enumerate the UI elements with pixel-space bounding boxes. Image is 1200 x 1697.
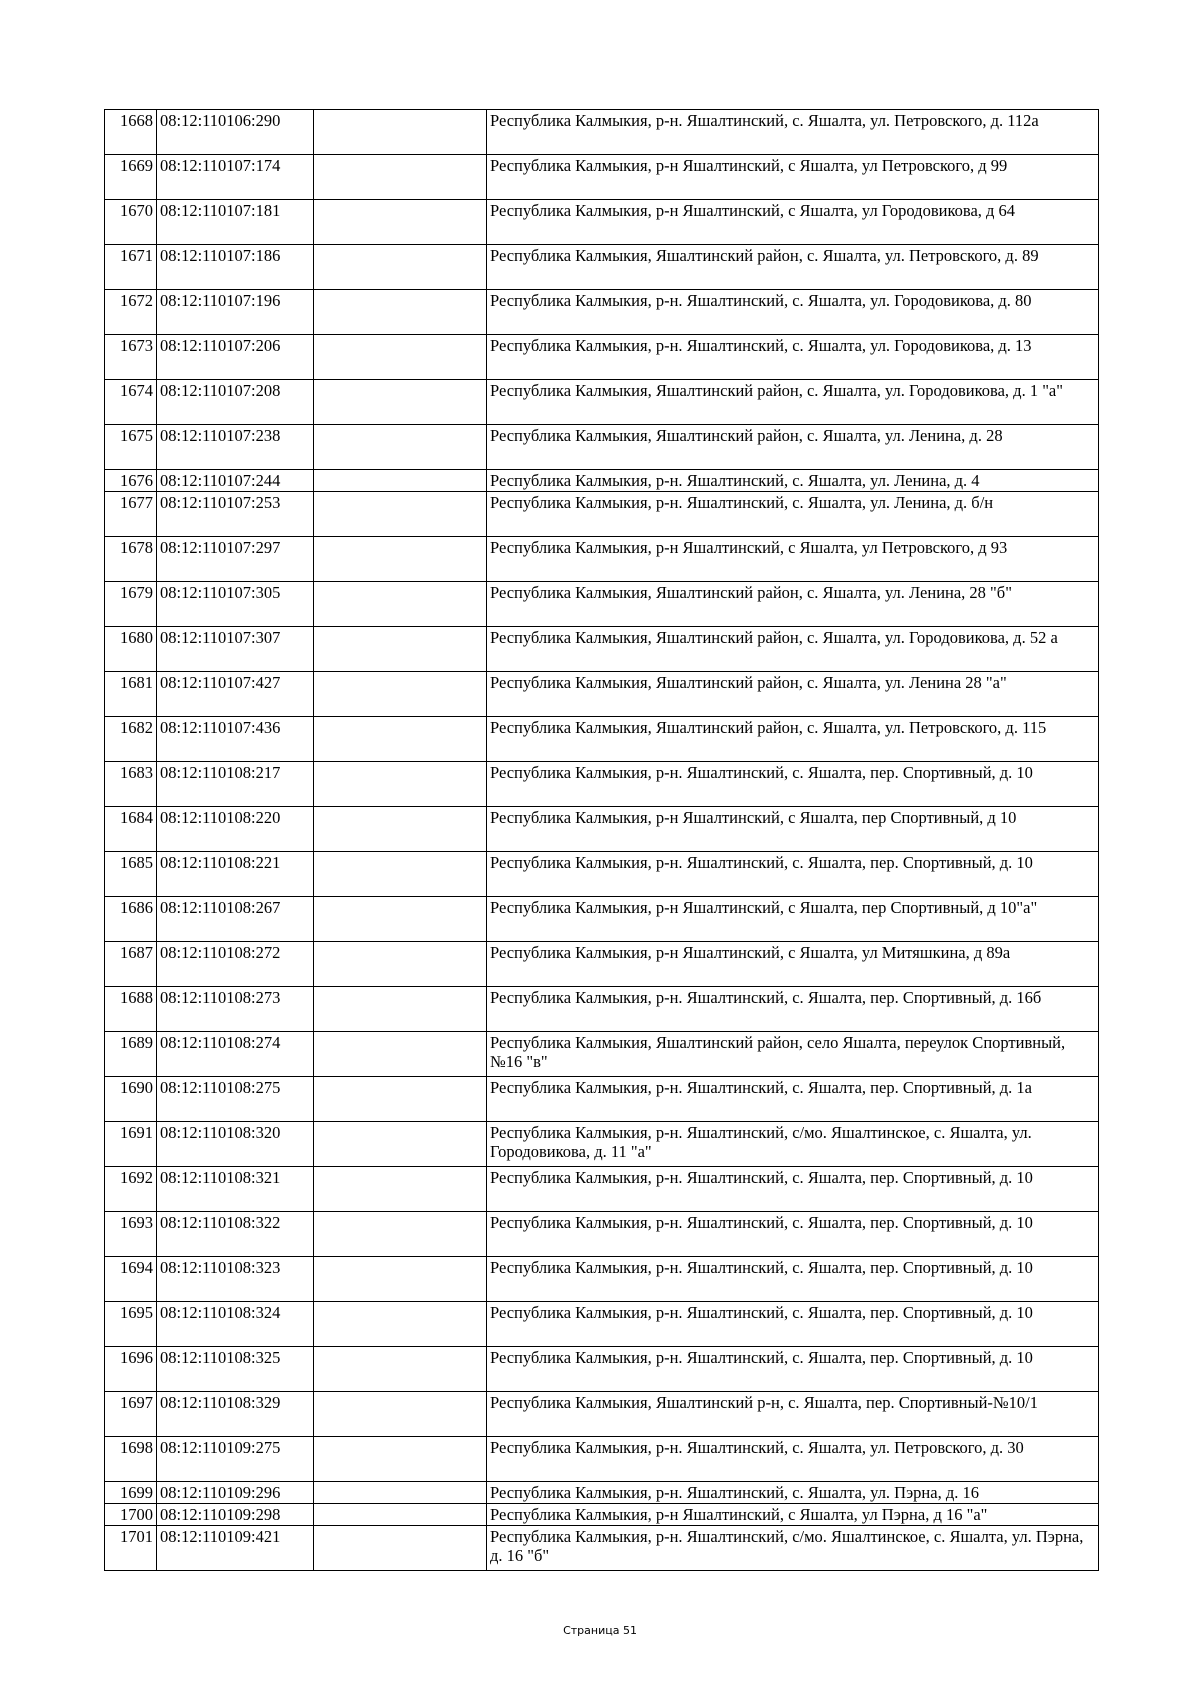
table-row bbox=[105, 1302, 1099, 1347]
empty-cell bbox=[314, 245, 487, 290]
table-row bbox=[105, 1482, 1099, 1504]
address-cell: Республика Калмыкия, р-н. Яшалтинский, с. Яшалта, пер. Спортивный, д. 16б bbox=[487, 987, 1099, 1032]
row-number-cell: 1678 bbox=[105, 537, 157, 582]
table-row bbox=[105, 987, 1099, 1032]
empty-cell bbox=[314, 1504, 487, 1526]
empty-cell bbox=[314, 807, 487, 852]
row-number-cell: 1680 bbox=[105, 627, 157, 672]
empty-cell bbox=[314, 672, 487, 717]
cadastral-number-cell: 08:12:110108:221 bbox=[157, 852, 314, 897]
row-number-cell: 1700 bbox=[105, 1504, 157, 1526]
table-row bbox=[105, 762, 1099, 807]
row-number-cell: 1695 bbox=[105, 1302, 157, 1347]
row-number-cell: 1677 bbox=[105, 492, 157, 537]
empty-cell bbox=[314, 1032, 487, 1077]
row-number-cell: 1669 bbox=[105, 155, 157, 200]
address-cell: Республика Калмыкия, р-н. Яшалтинский, с. Яшалта, ул. Городовикова, д. 13 bbox=[487, 335, 1099, 380]
table-row bbox=[105, 942, 1099, 987]
cadastral-number-cell: 08:12:110107:307 bbox=[157, 627, 314, 672]
empty-cell bbox=[314, 380, 487, 425]
empty-cell bbox=[314, 1212, 487, 1257]
cadastral-number-cell: 08:12:110107:208 bbox=[157, 380, 314, 425]
cadastral-number-cell: 08:12:110108:272 bbox=[157, 942, 314, 987]
row-number-cell: 1685 bbox=[105, 852, 157, 897]
address-cell: Республика Калмыкия, р-н. Яшалтинский, с. Яшалта, ул. Городовикова, д. 80 bbox=[487, 290, 1099, 335]
table-row bbox=[105, 537, 1099, 582]
cadastral-number-cell: 08:12:110107:174 bbox=[157, 155, 314, 200]
empty-cell bbox=[314, 1392, 487, 1437]
empty-cell bbox=[314, 762, 487, 807]
address-cell: Республика Калмыкия, р-н Яшалтинский, с Яшалта, ул Пэрна, д 16 "а" bbox=[487, 1504, 1099, 1526]
address-cell: Республика Калмыкия, р-н. Яшалтинский, с. Яшалта, пер. Спортивный, д. 10 bbox=[487, 1347, 1099, 1392]
row-number-cell: 1675 bbox=[105, 425, 157, 470]
table-row bbox=[105, 1347, 1099, 1392]
cadastral-number-cell: 08:12:110109:296 bbox=[157, 1482, 314, 1504]
cadastral-number-cell: 08:12:110108:320 bbox=[157, 1122, 314, 1167]
address-cell: Республика Калмыкия, Яшалтинский район, с. Яшалта, ул. Ленина 28 "а" bbox=[487, 672, 1099, 717]
table-row bbox=[105, 380, 1099, 425]
table-row bbox=[105, 335, 1099, 380]
empty-cell bbox=[314, 1122, 487, 1167]
row-number-cell: 1692 bbox=[105, 1167, 157, 1212]
table-row bbox=[105, 852, 1099, 897]
cadastral-number-cell: 08:12:110107:244 bbox=[157, 470, 314, 492]
cadastral-number-cell: 08:12:110107:305 bbox=[157, 582, 314, 627]
empty-cell bbox=[314, 1347, 487, 1392]
row-number-cell: 1681 bbox=[105, 672, 157, 717]
empty-cell bbox=[314, 155, 487, 200]
row-number-cell: 1699 bbox=[105, 1482, 157, 1504]
address-cell: Республика Калмыкия, Яшалтинский район, с. Яшалта, ул. Городовикова, д. 1 "а" bbox=[487, 380, 1099, 425]
address-cell: Республика Калмыкия, р-н. Яшалтинский, с. Яшалта, пер. Спортивный, д. 10 bbox=[487, 1167, 1099, 1212]
table-row bbox=[105, 1392, 1099, 1437]
row-number-cell: 1670 bbox=[105, 200, 157, 245]
cadastral-number-cell: 08:12:110107:238 bbox=[157, 425, 314, 470]
cadastral-number-cell: 08:12:110108:324 bbox=[157, 1302, 314, 1347]
empty-cell bbox=[314, 897, 487, 942]
table-row bbox=[105, 290, 1099, 335]
address-cell: Республика Калмыкия, р-н Яшалтинский, с Яшалта, пер Спортивный, д 10 bbox=[487, 807, 1099, 852]
cadastral-number-cell: 08:12:110108:267 bbox=[157, 897, 314, 942]
address-cell: Республика Калмыкия, р-н Яшалтинский, с Яшалта, ул Митяшкина, д 89а bbox=[487, 942, 1099, 987]
address-cell: Республика Калмыкия, р-н. Яшалтинский, с/мо. Яшалтинское, с. Яшалта, ул. Пэрна, д. 16 "б" bbox=[487, 1526, 1099, 1571]
empty-cell bbox=[314, 290, 487, 335]
table-row bbox=[105, 672, 1099, 717]
table-row bbox=[105, 1526, 1099, 1571]
address-cell: Республика Калмыкия, р-н. Яшалтинский, с. Яшалта, ул. Петровского, д. 30 bbox=[487, 1437, 1099, 1482]
row-number-cell: 1688 bbox=[105, 987, 157, 1032]
cadastral-number-cell: 08:12:110108:321 bbox=[157, 1167, 314, 1212]
table-row bbox=[105, 1212, 1099, 1257]
address-cell: Республика Калмыкия, р-н. Яшалтинский, с/мо. Яшалтинское, с. Яшалта, ул. Городовикова, д. 11 "а" bbox=[487, 1122, 1099, 1167]
address-cell: Республика Калмыкия, Яшалтинский район, с. Яшалта, ул. Петровского, д. 115 bbox=[487, 717, 1099, 762]
row-number-cell: 1672 bbox=[105, 290, 157, 335]
empty-cell bbox=[314, 537, 487, 582]
page-number: Страница 51 bbox=[563, 1624, 637, 1637]
table-row bbox=[105, 1167, 1099, 1212]
row-number-cell: 1679 bbox=[105, 582, 157, 627]
address-cell: Республика Калмыкия, р-н. Яшалтинский, с. Яшалта, пер. Спортивный, д. 10 bbox=[487, 1257, 1099, 1302]
empty-cell bbox=[314, 200, 487, 245]
cadastral-number-cell: 08:12:110108:322 bbox=[157, 1212, 314, 1257]
address-cell: Республика Калмыкия, р-н. Яшалтинский, с. Яшалта, пер. Спортивный, д. 10 bbox=[487, 1212, 1099, 1257]
address-cell: Республика Калмыкия, р-н. Яшалтинский, с. Яшалта, пер. Спортивный, д. 10 bbox=[487, 852, 1099, 897]
empty-cell bbox=[314, 582, 487, 627]
table-row bbox=[105, 110, 1099, 155]
address-cell: Республика Калмыкия, р-н Яшалтинский, с Яшалта, ул Петровского, д 93 bbox=[487, 537, 1099, 582]
address-cell: Республика Калмыкия, р-н Яшалтинский, с Яшалта, ул Городовикова, д 64 bbox=[487, 200, 1099, 245]
cadastral-number-cell: 08:12:110107:186 bbox=[157, 245, 314, 290]
empty-cell bbox=[314, 425, 487, 470]
row-number-cell: 1697 bbox=[105, 1392, 157, 1437]
empty-cell bbox=[314, 1482, 487, 1504]
cadastral-number-cell: 08:12:110108:220 bbox=[157, 807, 314, 852]
cadastral-number-cell: 08:12:110109:275 bbox=[157, 1437, 314, 1482]
cadastral-number-cell: 08:12:110107:196 bbox=[157, 290, 314, 335]
table-row bbox=[105, 245, 1099, 290]
table-row bbox=[105, 1504, 1099, 1526]
row-number-cell: 1674 bbox=[105, 380, 157, 425]
cadastral-number-cell: 08:12:110106:290 bbox=[157, 110, 314, 155]
row-number-cell: 1683 bbox=[105, 762, 157, 807]
cadastral-number-cell: 08:12:110107:253 bbox=[157, 492, 314, 537]
cadastral-number-cell: 08:12:110107:297 bbox=[157, 537, 314, 582]
address-cell: Республика Калмыкия, Яшалтинский р-н, с. Яшалта, пер. Спортивный-№10/1 bbox=[487, 1392, 1099, 1437]
row-number-cell: 1689 bbox=[105, 1032, 157, 1077]
row-number-cell: 1690 bbox=[105, 1077, 157, 1122]
empty-cell bbox=[314, 942, 487, 987]
address-cell: Республика Калмыкия, р-н. Яшалтинский, с. Яшалта, ул. Петровского, д. 112а bbox=[487, 110, 1099, 155]
table-row bbox=[105, 200, 1099, 245]
empty-cell bbox=[314, 470, 487, 492]
cadastral-number-cell: 08:12:110108:325 bbox=[157, 1347, 314, 1392]
table-row bbox=[105, 155, 1099, 200]
row-number-cell: 1687 bbox=[105, 942, 157, 987]
empty-cell bbox=[314, 1302, 487, 1347]
row-number-cell: 1698 bbox=[105, 1437, 157, 1482]
address-cell: Республика Калмыкия, р-н. Яшалтинский, с. Яшалта, ул. Ленина, д. б/н bbox=[487, 492, 1099, 537]
empty-cell bbox=[314, 1526, 487, 1571]
table-row bbox=[105, 1257, 1099, 1302]
registry-table-body bbox=[105, 110, 1099, 1571]
empty-cell bbox=[314, 1437, 487, 1482]
registry-table bbox=[104, 109, 1099, 1571]
table-row bbox=[105, 807, 1099, 852]
empty-cell bbox=[314, 492, 487, 537]
address-cell: Республика Калмыкия, Яшалтинский район, с. Яшалта, ул. Ленина, д. 28 bbox=[487, 425, 1099, 470]
address-cell: Республика Калмыкия, р-н Яшалтинский, с Яшалта, пер Спортивный, д 10"а" bbox=[487, 897, 1099, 942]
row-number-cell: 1671 bbox=[105, 245, 157, 290]
cadastral-number-cell: 08:12:110108:323 bbox=[157, 1257, 314, 1302]
row-number-cell: 1676 bbox=[105, 470, 157, 492]
empty-cell bbox=[314, 987, 487, 1032]
cadastral-number-cell: 08:12:110108:217 bbox=[157, 762, 314, 807]
table-row bbox=[105, 1077, 1099, 1122]
cadastral-number-cell: 08:12:110108:275 bbox=[157, 1077, 314, 1122]
address-cell: Республика Калмыкия, Яшалтинский район, с. Яшалта, ул. Петровского, д. 89 bbox=[487, 245, 1099, 290]
address-cell: Республика Калмыкия, Яшалтинский район, с. Яшалта, ул. Городовикова, д. 52 а bbox=[487, 627, 1099, 672]
table-row bbox=[105, 627, 1099, 672]
cadastral-number-cell: 08:12:110108:274 bbox=[157, 1032, 314, 1077]
address-cell: Республика Калмыкия, р-н. Яшалтинский, с. Яшалта, ул. Ленина, д. 4 bbox=[487, 470, 1099, 492]
empty-cell bbox=[314, 1167, 487, 1212]
row-number-cell: 1682 bbox=[105, 717, 157, 762]
cadastral-number-cell: 08:12:110108:329 bbox=[157, 1392, 314, 1437]
address-cell: Республика Калмыкия, р-н. Яшалтинский, с. Яшалта, ул. Пэрна, д. 16 bbox=[487, 1482, 1099, 1504]
table-row bbox=[105, 492, 1099, 537]
cadastral-number-cell: 08:12:110109:298 bbox=[157, 1504, 314, 1526]
address-cell: Республика Калмыкия, Яшалтинский район, село Яшалта, переулок Спортивный, №16 "в" bbox=[487, 1032, 1099, 1077]
address-cell: Республика Калмыкия, р-н. Яшалтинский, с. Яшалта, пер. Спортивный, д. 1а bbox=[487, 1077, 1099, 1122]
table-row bbox=[105, 1437, 1099, 1482]
cadastral-number-cell: 08:12:110107:436 bbox=[157, 717, 314, 762]
table-row bbox=[105, 582, 1099, 627]
address-cell: Республика Калмыкия, Яшалтинский район, с. Яшалта, ул. Ленина, 28 "б" bbox=[487, 582, 1099, 627]
cadastral-number-cell: 08:12:110109:421 bbox=[157, 1526, 314, 1571]
empty-cell bbox=[314, 335, 487, 380]
empty-cell bbox=[314, 627, 487, 672]
table-row bbox=[105, 1122, 1099, 1167]
row-number-cell: 1701 bbox=[105, 1526, 157, 1571]
row-number-cell: 1673 bbox=[105, 335, 157, 380]
empty-cell bbox=[314, 1077, 487, 1122]
row-number-cell: 1686 bbox=[105, 897, 157, 942]
table-row bbox=[105, 470, 1099, 492]
address-cell: Республика Калмыкия, р-н. Яшалтинский, с. Яшалта, пер. Спортивный, д. 10 bbox=[487, 762, 1099, 807]
empty-cell bbox=[314, 717, 487, 762]
cadastral-number-cell: 08:12:110107:206 bbox=[157, 335, 314, 380]
row-number-cell: 1668 bbox=[105, 110, 157, 155]
table-row bbox=[105, 897, 1099, 942]
empty-cell bbox=[314, 852, 487, 897]
table-row bbox=[105, 717, 1099, 762]
table-row bbox=[105, 1032, 1099, 1077]
row-number-cell: 1696 bbox=[105, 1347, 157, 1392]
row-number-cell: 1693 bbox=[105, 1212, 157, 1257]
cadastral-number-cell: 08:12:110108:273 bbox=[157, 987, 314, 1032]
row-number-cell: 1691 bbox=[105, 1122, 157, 1167]
empty-cell bbox=[314, 110, 487, 155]
cadastral-number-cell: 08:12:110107:427 bbox=[157, 672, 314, 717]
address-cell: Республика Калмыкия, р-н Яшалтинский, с Яшалта, ул Петровского, д 99 bbox=[487, 155, 1099, 200]
empty-cell bbox=[314, 1257, 487, 1302]
row-number-cell: 1694 bbox=[105, 1257, 157, 1302]
table-row bbox=[105, 425, 1099, 470]
row-number-cell: 1684 bbox=[105, 807, 157, 852]
cadastral-number-cell: 08:12:110107:181 bbox=[157, 200, 314, 245]
address-cell: Республика Калмыкия, р-н. Яшалтинский, с. Яшалта, пер. Спортивный, д. 10 bbox=[487, 1302, 1099, 1347]
